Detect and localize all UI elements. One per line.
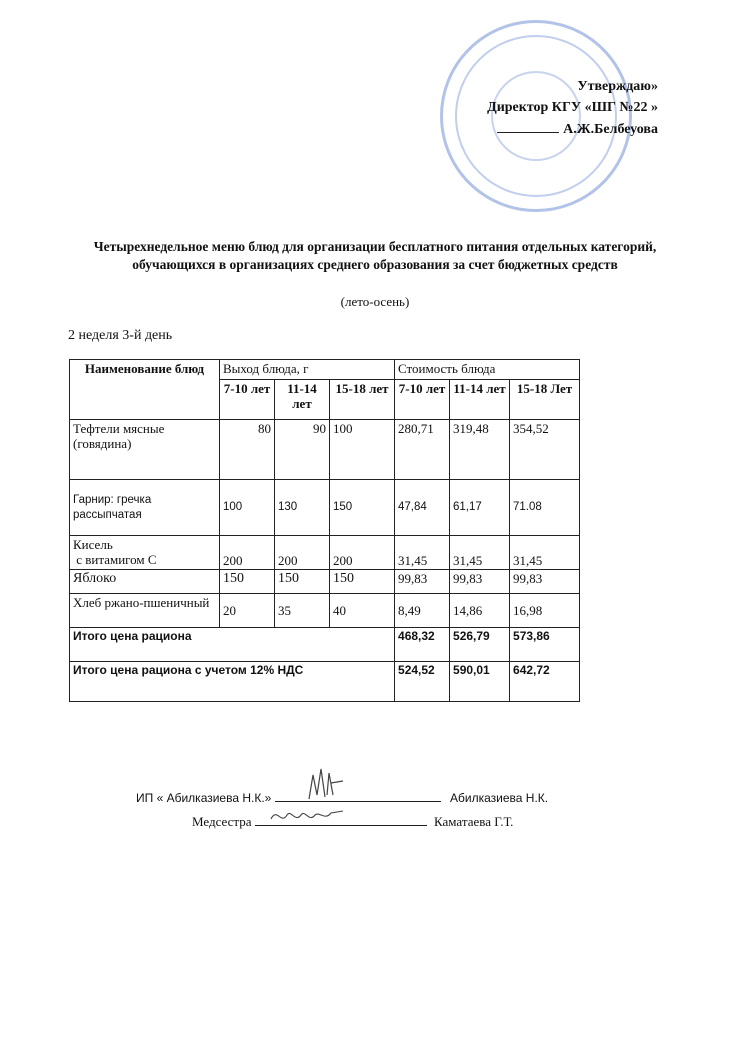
document-subtitle: (лето-осень): [340, 294, 410, 309]
cost-15-18: 99,83: [510, 570, 580, 594]
dish-name: Хлеб ржано-пшеничный: [70, 594, 220, 628]
yield-11-14: 130: [275, 480, 330, 536]
total-cost-11-14: 526,79: [450, 628, 510, 662]
nurse-signature-scribble: [267, 805, 347, 827]
cost-7-10: 280,71: [395, 420, 450, 480]
cost-11-14: 14,86: [450, 594, 510, 628]
yield-15-18: 100: [330, 420, 395, 480]
header-dish-name: Наименование блюд: [70, 360, 220, 420]
dish-name-line1: Гарнир: гречка: [73, 493, 152, 506]
cost-7-10: 47,84: [395, 480, 450, 536]
ip-signature-row: [136, 789, 548, 805]
menu-table: [69, 359, 580, 702]
director-name: А.Ж.Белбеуова: [563, 122, 658, 137]
approval-position: Директор КГУ «ШГ №22 »: [487, 100, 658, 115]
approval-signer: [358, 118, 658, 140]
table-row: [70, 536, 580, 570]
cost-15-18: 71.08: [510, 480, 580, 536]
cost-15-18: 31,45: [510, 536, 580, 570]
total-vat-row: [70, 662, 580, 702]
yield-7-10: 200: [220, 536, 275, 570]
cost-7-10: 99,83: [395, 570, 450, 594]
ip-signature-scribble: [303, 765, 353, 801]
yield-15-18: 150: [330, 570, 395, 594]
yield-11-14: 150: [275, 570, 330, 594]
cost-7-10: 8,49: [395, 594, 450, 628]
table-row: [70, 480, 580, 536]
total-cost-15-18: 573,86: [510, 628, 580, 662]
header-cost-age-7-10: 7-10 лет: [395, 380, 450, 420]
total-cost-7-10: 468,32: [395, 628, 450, 662]
dish-name: Тефтели мясные (говядина): [70, 420, 220, 480]
total-vat-cost-15-18: 642,72: [510, 662, 580, 702]
table-row: [70, 570, 580, 594]
nurse-label: Медсестра: [192, 814, 252, 829]
yield-7-10: 80: [220, 420, 275, 480]
dish-name: [70, 480, 220, 536]
approval-block: [358, 76, 658, 140]
yield-15-18: 200: [330, 536, 395, 570]
yield-15-18: 150: [330, 480, 395, 536]
header-yield-age-11-14: 11-14 лет: [275, 380, 330, 420]
yield-7-10: 100: [220, 480, 275, 536]
header-yield-age-7-10: 7-10 лет: [220, 380, 275, 420]
header-yield: Выход блюда, г: [220, 360, 395, 380]
yield-7-10: 150: [220, 570, 275, 594]
approval-title: Утверждаю»: [577, 79, 658, 94]
header-cost-age-15-18: 15-18 Лет: [510, 380, 580, 420]
cost-15-18: 354,52: [510, 420, 580, 480]
header-yield-age-15-18: 15-18 лет: [330, 380, 395, 420]
day-label: 2 неделя 3-й день: [68, 328, 173, 343]
dish-name-line2: с витамигом С: [73, 552, 157, 567]
nurse-signature-line: [255, 813, 427, 826]
dish-name-line2: рассыпчатая: [73, 508, 142, 521]
total-vat-cost-11-14: 590,01: [450, 662, 510, 702]
cost-7-10: 31,45: [395, 536, 450, 570]
nurse-name: Каматаева Г.Т.: [434, 814, 514, 829]
cost-11-14: 61,17: [450, 480, 510, 536]
ip-signature-line: [275, 789, 441, 802]
document-title: Четырехнедельное меню блюд для организации бесплатного питания отдельных категорий, обучающихся в организациях среднего образования за счет бюджетных средств: [93, 239, 657, 272]
table-row: [70, 594, 580, 628]
dish-name: Яблоко: [70, 570, 220, 594]
total-row: [70, 628, 580, 662]
dish-name-line1: Кисель: [73, 537, 113, 552]
cost-15-18: 16,98: [510, 594, 580, 628]
yield-11-14: 200: [275, 536, 330, 570]
table-row: [70, 420, 580, 480]
yield-15-18: 40: [330, 594, 395, 628]
header-cost-age-11-14: 11-14 лет: [450, 380, 510, 420]
ip-name: Абилказиева Н.К.: [450, 791, 549, 805]
yield-11-14: 35: [275, 594, 330, 628]
cost-11-14: 99,83: [450, 570, 510, 594]
cost-11-14: 319,48: [450, 420, 510, 480]
yield-7-10: 20: [220, 594, 275, 628]
ip-label: ИП « Абилказиева Н.К.»: [136, 791, 272, 805]
yield-11-14: 90: [275, 420, 330, 480]
total-vat-cost-7-10: 524,52: [395, 662, 450, 702]
cost-11-14: 31,45: [450, 536, 510, 570]
dish-name: [70, 536, 220, 570]
total-vat-label: Итого цена рациона с учетом 12% НДС: [70, 662, 395, 702]
total-label: Итого цена рациона: [70, 628, 395, 662]
nurse-signature-row: [192, 813, 513, 830]
director-signature-line: [497, 118, 559, 133]
header-cost: Стоимость блюда: [395, 360, 580, 380]
